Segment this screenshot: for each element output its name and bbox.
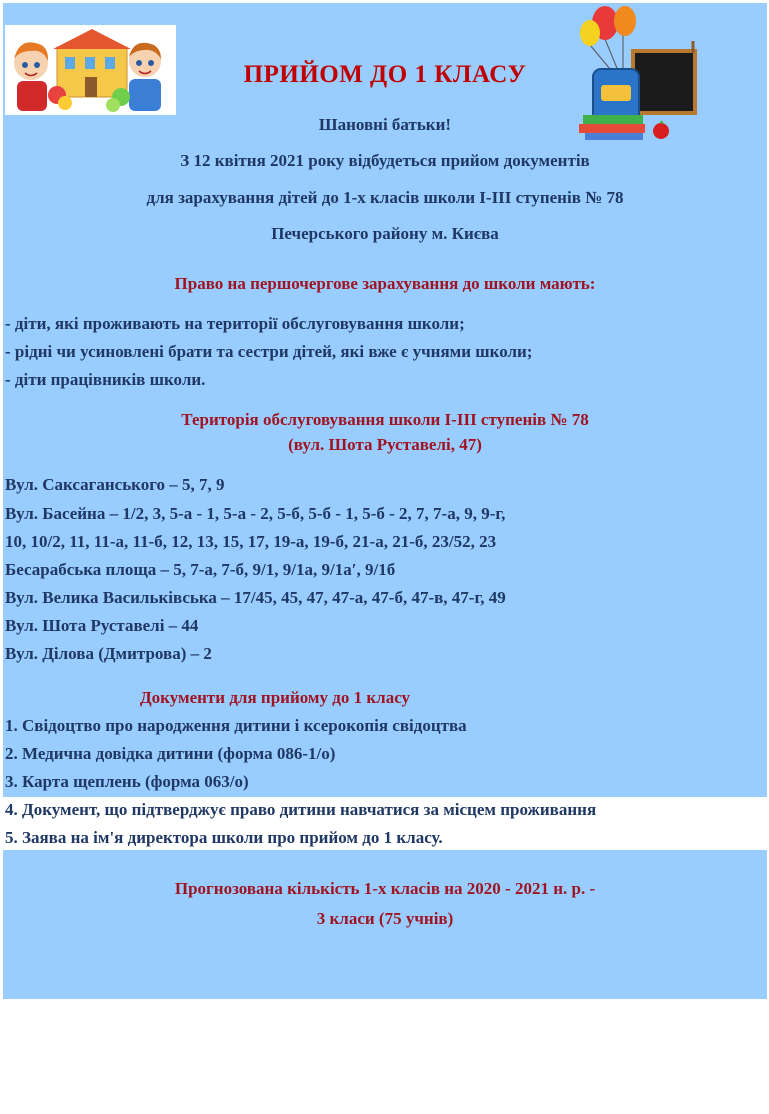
document-item: 1. Свідоцтво про народження дитини і ксерокопія свідоцтва <box>5 716 467 735</box>
forecast-line-1: Прогнозована кількість 1-х класів на 2020 - 2021 н. р. - <box>174 879 596 898</box>
forecast-line-2: 3 класи (75 учнів) <box>316 909 454 928</box>
intro-line-1: З 12 квітня 2021 року відбудеться прийом документів <box>180 151 590 170</box>
documents-heading: Документи для прийому до 1 класу <box>139 688 411 707</box>
page-title: ПРИЙОМ ДО 1 КЛАСУ <box>243 61 527 88</box>
greeting: Шановні батьки! <box>318 115 452 134</box>
document-item: 3. Карта щеплень (форма 063/о) <box>5 772 249 791</box>
territory-subheading: (вул. Шота Руставелі, 47) <box>288 435 482 454</box>
intro-line-3: Печерського району м. Києва <box>271 224 499 243</box>
street-line: Вул. Шота Руставелі – 44 <box>5 616 199 635</box>
priority-heading: Право на першочергове зарахування до школи мають: <box>174 274 596 293</box>
document-item: 2. Медична довідка дитини (форма 086-1/о) <box>5 744 336 763</box>
priority-item: - діти працівників школи. <box>5 370 206 389</box>
street-line: Вул. Саксаганського – 5, 7, 9 <box>5 475 225 494</box>
document-item: 5. Заява на ім'я директора школи про прийом до 1 класу. <box>5 828 443 847</box>
flyer-panel <box>3 3 767 999</box>
priority-item: - рідні чи усиновлені брати та сестри дітей, які вже є учнями школи; <box>5 342 533 361</box>
document-item: 4. Документ, що підтверджує право дитини навчатися за місцем проживання <box>5 800 597 819</box>
street-line: 10, 10/2, 11, 11-а, 11-б, 12, 13, 15, 17, 19-а, 19-б, 21-а, 21-б, 23/52, 23 <box>5 532 497 551</box>
intro-line-2: для зарахування дітей до 1-х класів школи І-ІІІ ступенів № 78 <box>146 188 624 207</box>
street-line: Бесарабська площа – 5, 7-а, 7-б, 9/1, 9/1а, 9/1а′, 9/1б <box>5 560 396 579</box>
street-line: Вул. Велика Васильківська – 17/45, 45, 47, 47-а, 47-б, 47-в, 47-г, 49 <box>5 588 506 607</box>
street-line: Вул. Ділова (Дмитрова) – 2 <box>5 644 212 663</box>
street-line: Вул. Басейна – 1/2, 3, 5-а - 1, 5-а - 2, 5-б, 5-б - 1, 5-б - 2, 7, 7-а, 9, 9-г, <box>5 504 506 523</box>
priority-item: - діти, які проживають на території обслуговування школи; <box>5 314 465 333</box>
territory-heading: Територія обслуговування школи І-ІІІ ступенів № 78 <box>181 410 589 429</box>
